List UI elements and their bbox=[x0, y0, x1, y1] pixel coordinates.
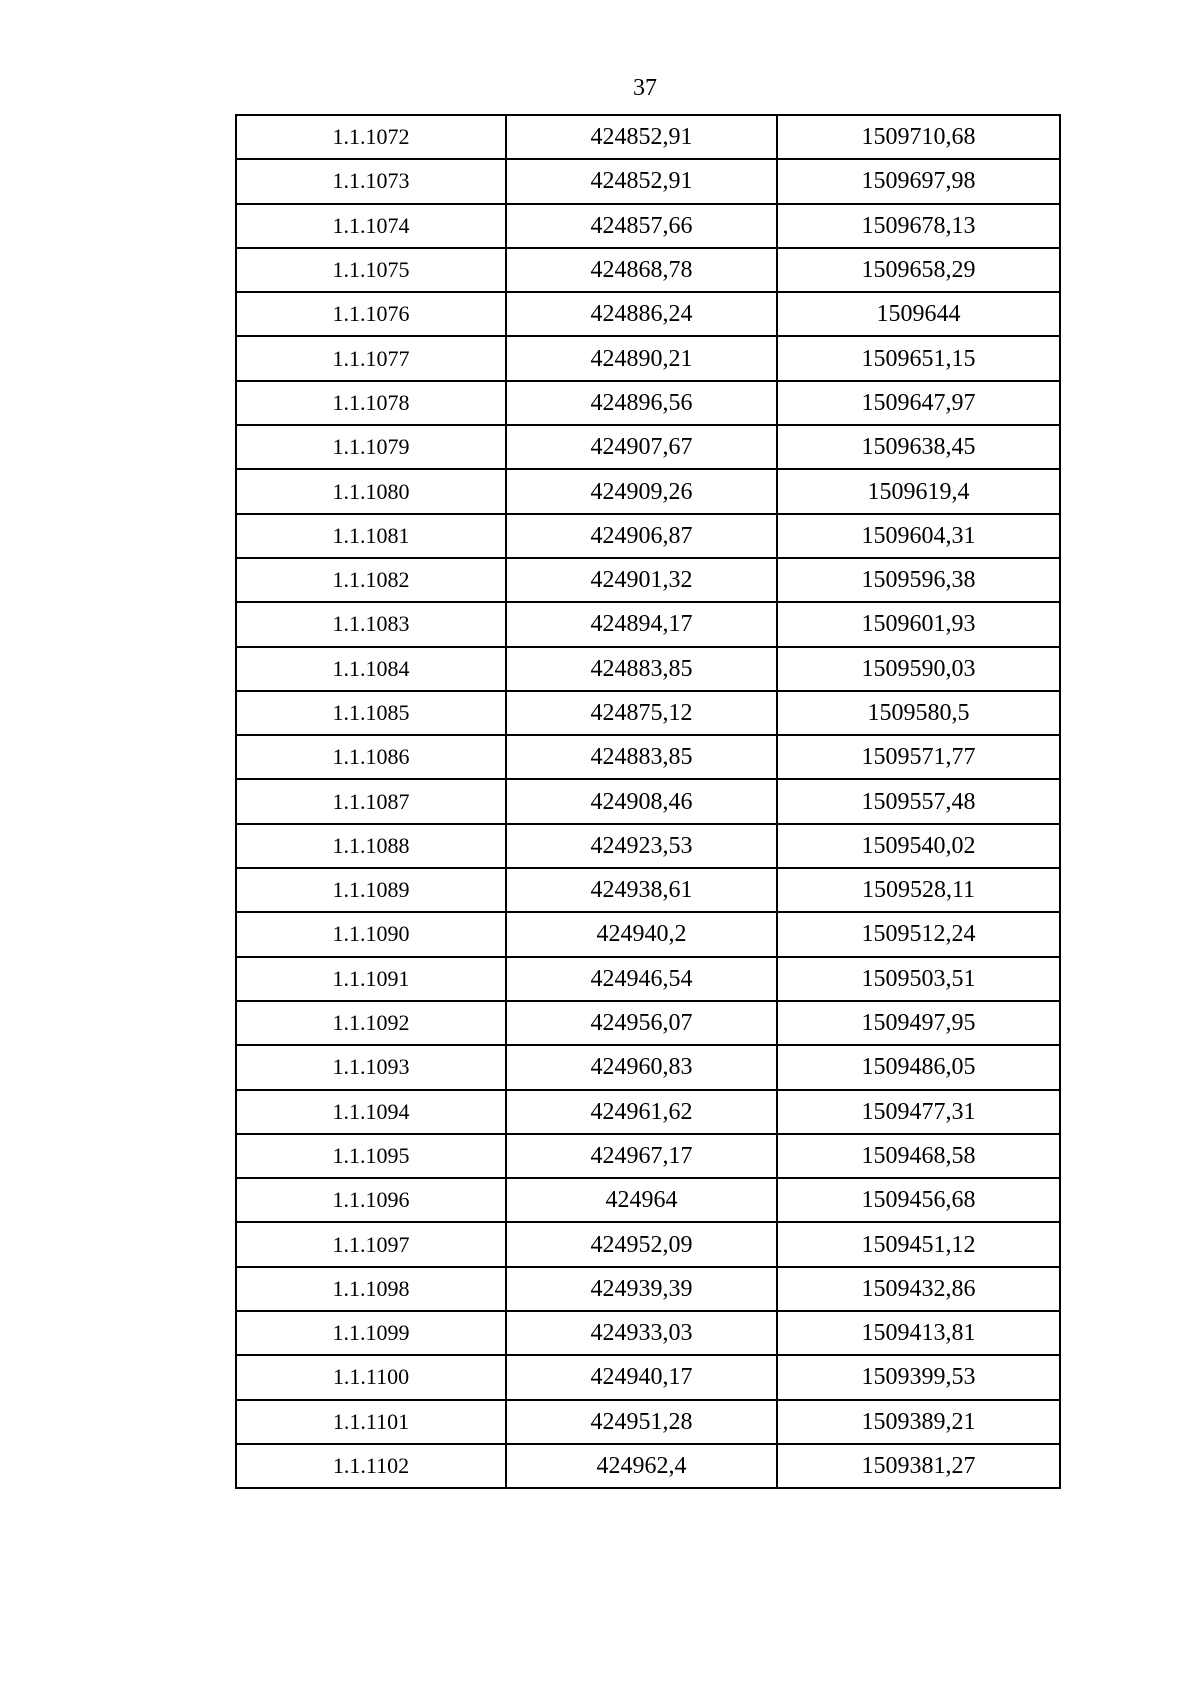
x-coordinate-cell: 424940,17 bbox=[506, 1355, 777, 1399]
x-coordinate-cell: 424956,07 bbox=[506, 1001, 777, 1045]
y-coordinate-cell: 1509651,15 bbox=[777, 336, 1060, 380]
point-number-cell: 1.1.1083 bbox=[236, 602, 506, 646]
table-row bbox=[236, 647, 1060, 691]
point-number-cell: 1.1.1100 bbox=[236, 1355, 506, 1399]
y-coordinate-cell: 1509432,86 bbox=[777, 1267, 1060, 1311]
x-coordinate-cell: 424962,4 bbox=[506, 1444, 777, 1488]
y-coordinate-cell: 1509456,68 bbox=[777, 1178, 1060, 1222]
coordinates-table-body bbox=[236, 115, 1060, 1488]
table-row bbox=[236, 115, 1060, 159]
table-row bbox=[236, 558, 1060, 602]
y-coordinate-cell: 1509503,51 bbox=[777, 957, 1060, 1001]
point-number-cell: 1.1.1090 bbox=[236, 912, 506, 956]
y-coordinate-cell: 1509580,5 bbox=[777, 691, 1060, 735]
point-number-cell: 1.1.1075 bbox=[236, 248, 506, 292]
table-row bbox=[236, 159, 1060, 203]
x-coordinate-cell: 424908,46 bbox=[506, 779, 777, 823]
point-number-cell: 1.1.1088 bbox=[236, 824, 506, 868]
y-coordinate-cell: 1509381,27 bbox=[777, 1444, 1060, 1488]
y-coordinate-cell: 1509658,29 bbox=[777, 248, 1060, 292]
y-coordinate-cell: 1509451,12 bbox=[777, 1222, 1060, 1266]
point-number-cell: 1.1.1096 bbox=[236, 1178, 506, 1222]
y-coordinate-cell: 1509389,21 bbox=[777, 1400, 1060, 1444]
x-coordinate-cell: 424907,67 bbox=[506, 425, 777, 469]
table-row bbox=[236, 691, 1060, 735]
table-row bbox=[236, 469, 1060, 513]
table-row bbox=[236, 248, 1060, 292]
y-coordinate-cell: 1509678,13 bbox=[777, 204, 1060, 248]
y-coordinate-cell: 1509399,53 bbox=[777, 1355, 1060, 1399]
y-coordinate-cell: 1509644 bbox=[777, 292, 1060, 336]
y-coordinate-cell: 1509590,03 bbox=[777, 647, 1060, 691]
x-coordinate-cell: 424964 bbox=[506, 1178, 777, 1222]
x-coordinate-cell: 424923,53 bbox=[506, 824, 777, 868]
table-row bbox=[236, 1090, 1060, 1134]
x-coordinate-cell: 424960,83 bbox=[506, 1045, 777, 1089]
table-row bbox=[236, 1222, 1060, 1266]
x-coordinate-cell: 424875,12 bbox=[506, 691, 777, 735]
point-number-cell: 1.1.1094 bbox=[236, 1090, 506, 1134]
table-row bbox=[236, 204, 1060, 248]
y-coordinate-cell: 1509604,31 bbox=[777, 514, 1060, 558]
point-number-cell: 1.1.1102 bbox=[236, 1444, 506, 1488]
x-coordinate-cell: 424886,24 bbox=[506, 292, 777, 336]
point-number-cell: 1.1.1086 bbox=[236, 735, 506, 779]
table-row bbox=[236, 1001, 1060, 1045]
x-coordinate-cell: 424901,32 bbox=[506, 558, 777, 602]
y-coordinate-cell: 1509468,58 bbox=[777, 1134, 1060, 1178]
point-number-cell: 1.1.1091 bbox=[236, 957, 506, 1001]
y-coordinate-cell: 1509557,48 bbox=[777, 779, 1060, 823]
y-coordinate-cell: 1509528,11 bbox=[777, 868, 1060, 912]
table-row bbox=[236, 336, 1060, 380]
page-number: 37 bbox=[633, 75, 657, 101]
point-number-cell: 1.1.1101 bbox=[236, 1400, 506, 1444]
table-row bbox=[236, 1355, 1060, 1399]
y-coordinate-cell: 1509638,45 bbox=[777, 425, 1060, 469]
point-number-cell: 1.1.1092 bbox=[236, 1001, 506, 1045]
point-number-cell: 1.1.1084 bbox=[236, 647, 506, 691]
point-number-cell: 1.1.1097 bbox=[236, 1222, 506, 1266]
y-coordinate-cell: 1509710,68 bbox=[777, 115, 1060, 159]
point-number-cell: 1.1.1077 bbox=[236, 336, 506, 380]
x-coordinate-cell: 424857,66 bbox=[506, 204, 777, 248]
point-number-cell: 1.1.1081 bbox=[236, 514, 506, 558]
y-coordinate-cell: 1509413,81 bbox=[777, 1311, 1060, 1355]
point-number-cell: 1.1.1095 bbox=[236, 1134, 506, 1178]
table-row bbox=[236, 292, 1060, 336]
point-number-cell: 1.1.1073 bbox=[236, 159, 506, 203]
table-row bbox=[236, 735, 1060, 779]
y-coordinate-cell: 1509540,02 bbox=[777, 824, 1060, 868]
x-coordinate-cell: 424852,91 bbox=[506, 159, 777, 203]
point-number-cell: 1.1.1074 bbox=[236, 204, 506, 248]
point-number-cell: 1.1.1089 bbox=[236, 868, 506, 912]
point-number-cell: 1.1.1079 bbox=[236, 425, 506, 469]
table-row bbox=[236, 1311, 1060, 1355]
x-coordinate-cell: 424852,91 bbox=[506, 115, 777, 159]
x-coordinate-cell: 424952,09 bbox=[506, 1222, 777, 1266]
table-row bbox=[236, 425, 1060, 469]
point-number-cell: 1.1.1076 bbox=[236, 292, 506, 336]
x-coordinate-cell: 424909,26 bbox=[506, 469, 777, 513]
x-coordinate-cell: 424961,62 bbox=[506, 1090, 777, 1134]
x-coordinate-cell: 424883,85 bbox=[506, 735, 777, 779]
y-coordinate-cell: 1509697,98 bbox=[777, 159, 1060, 203]
point-number-cell: 1.1.1085 bbox=[236, 691, 506, 735]
table-row bbox=[236, 381, 1060, 425]
table-row bbox=[236, 1045, 1060, 1089]
x-coordinate-cell: 424890,21 bbox=[506, 336, 777, 380]
point-number-cell: 1.1.1072 bbox=[236, 115, 506, 159]
x-coordinate-cell: 424933,03 bbox=[506, 1311, 777, 1355]
table-row bbox=[236, 1267, 1060, 1311]
table-row bbox=[236, 779, 1060, 823]
x-coordinate-cell: 424939,39 bbox=[506, 1267, 777, 1311]
x-coordinate-cell: 424894,17 bbox=[506, 602, 777, 646]
x-coordinate-cell: 424938,61 bbox=[506, 868, 777, 912]
point-number-cell: 1.1.1087 bbox=[236, 779, 506, 823]
y-coordinate-cell: 1509571,77 bbox=[777, 735, 1060, 779]
y-coordinate-cell: 1509497,95 bbox=[777, 1001, 1060, 1045]
y-coordinate-cell: 1509619,4 bbox=[777, 469, 1060, 513]
y-coordinate-cell: 1509647,97 bbox=[777, 381, 1060, 425]
table-row bbox=[236, 824, 1060, 868]
point-number-cell: 1.1.1078 bbox=[236, 381, 506, 425]
y-coordinate-cell: 1509601,93 bbox=[777, 602, 1060, 646]
point-number-cell: 1.1.1098 bbox=[236, 1267, 506, 1311]
x-coordinate-cell: 424946,54 bbox=[506, 957, 777, 1001]
y-coordinate-cell: 1509512,24 bbox=[777, 912, 1060, 956]
coordinates-table bbox=[235, 114, 1061, 1489]
point-number-cell: 1.1.1080 bbox=[236, 469, 506, 513]
table-row bbox=[236, 1178, 1060, 1222]
table-row bbox=[236, 912, 1060, 956]
x-coordinate-cell: 424940,2 bbox=[506, 912, 777, 956]
y-coordinate-cell: 1509486,05 bbox=[777, 1045, 1060, 1089]
table-row bbox=[236, 602, 1060, 646]
table-row bbox=[236, 514, 1060, 558]
x-coordinate-cell: 424868,78 bbox=[506, 248, 777, 292]
x-coordinate-cell: 424967,17 bbox=[506, 1134, 777, 1178]
table-row bbox=[236, 957, 1060, 1001]
x-coordinate-cell: 424951,28 bbox=[506, 1400, 777, 1444]
x-coordinate-cell: 424906,87 bbox=[506, 514, 777, 558]
x-coordinate-cell: 424896,56 bbox=[506, 381, 777, 425]
table-row bbox=[236, 1444, 1060, 1488]
y-coordinate-cell: 1509596,38 bbox=[777, 558, 1060, 602]
y-coordinate-cell: 1509477,31 bbox=[777, 1090, 1060, 1134]
point-number-cell: 1.1.1082 bbox=[236, 558, 506, 602]
table-row bbox=[236, 1400, 1060, 1444]
table-row bbox=[236, 868, 1060, 912]
point-number-cell: 1.1.1093 bbox=[236, 1045, 506, 1089]
x-coordinate-cell: 424883,85 bbox=[506, 647, 777, 691]
point-number-cell: 1.1.1099 bbox=[236, 1311, 506, 1355]
table-row bbox=[236, 1134, 1060, 1178]
